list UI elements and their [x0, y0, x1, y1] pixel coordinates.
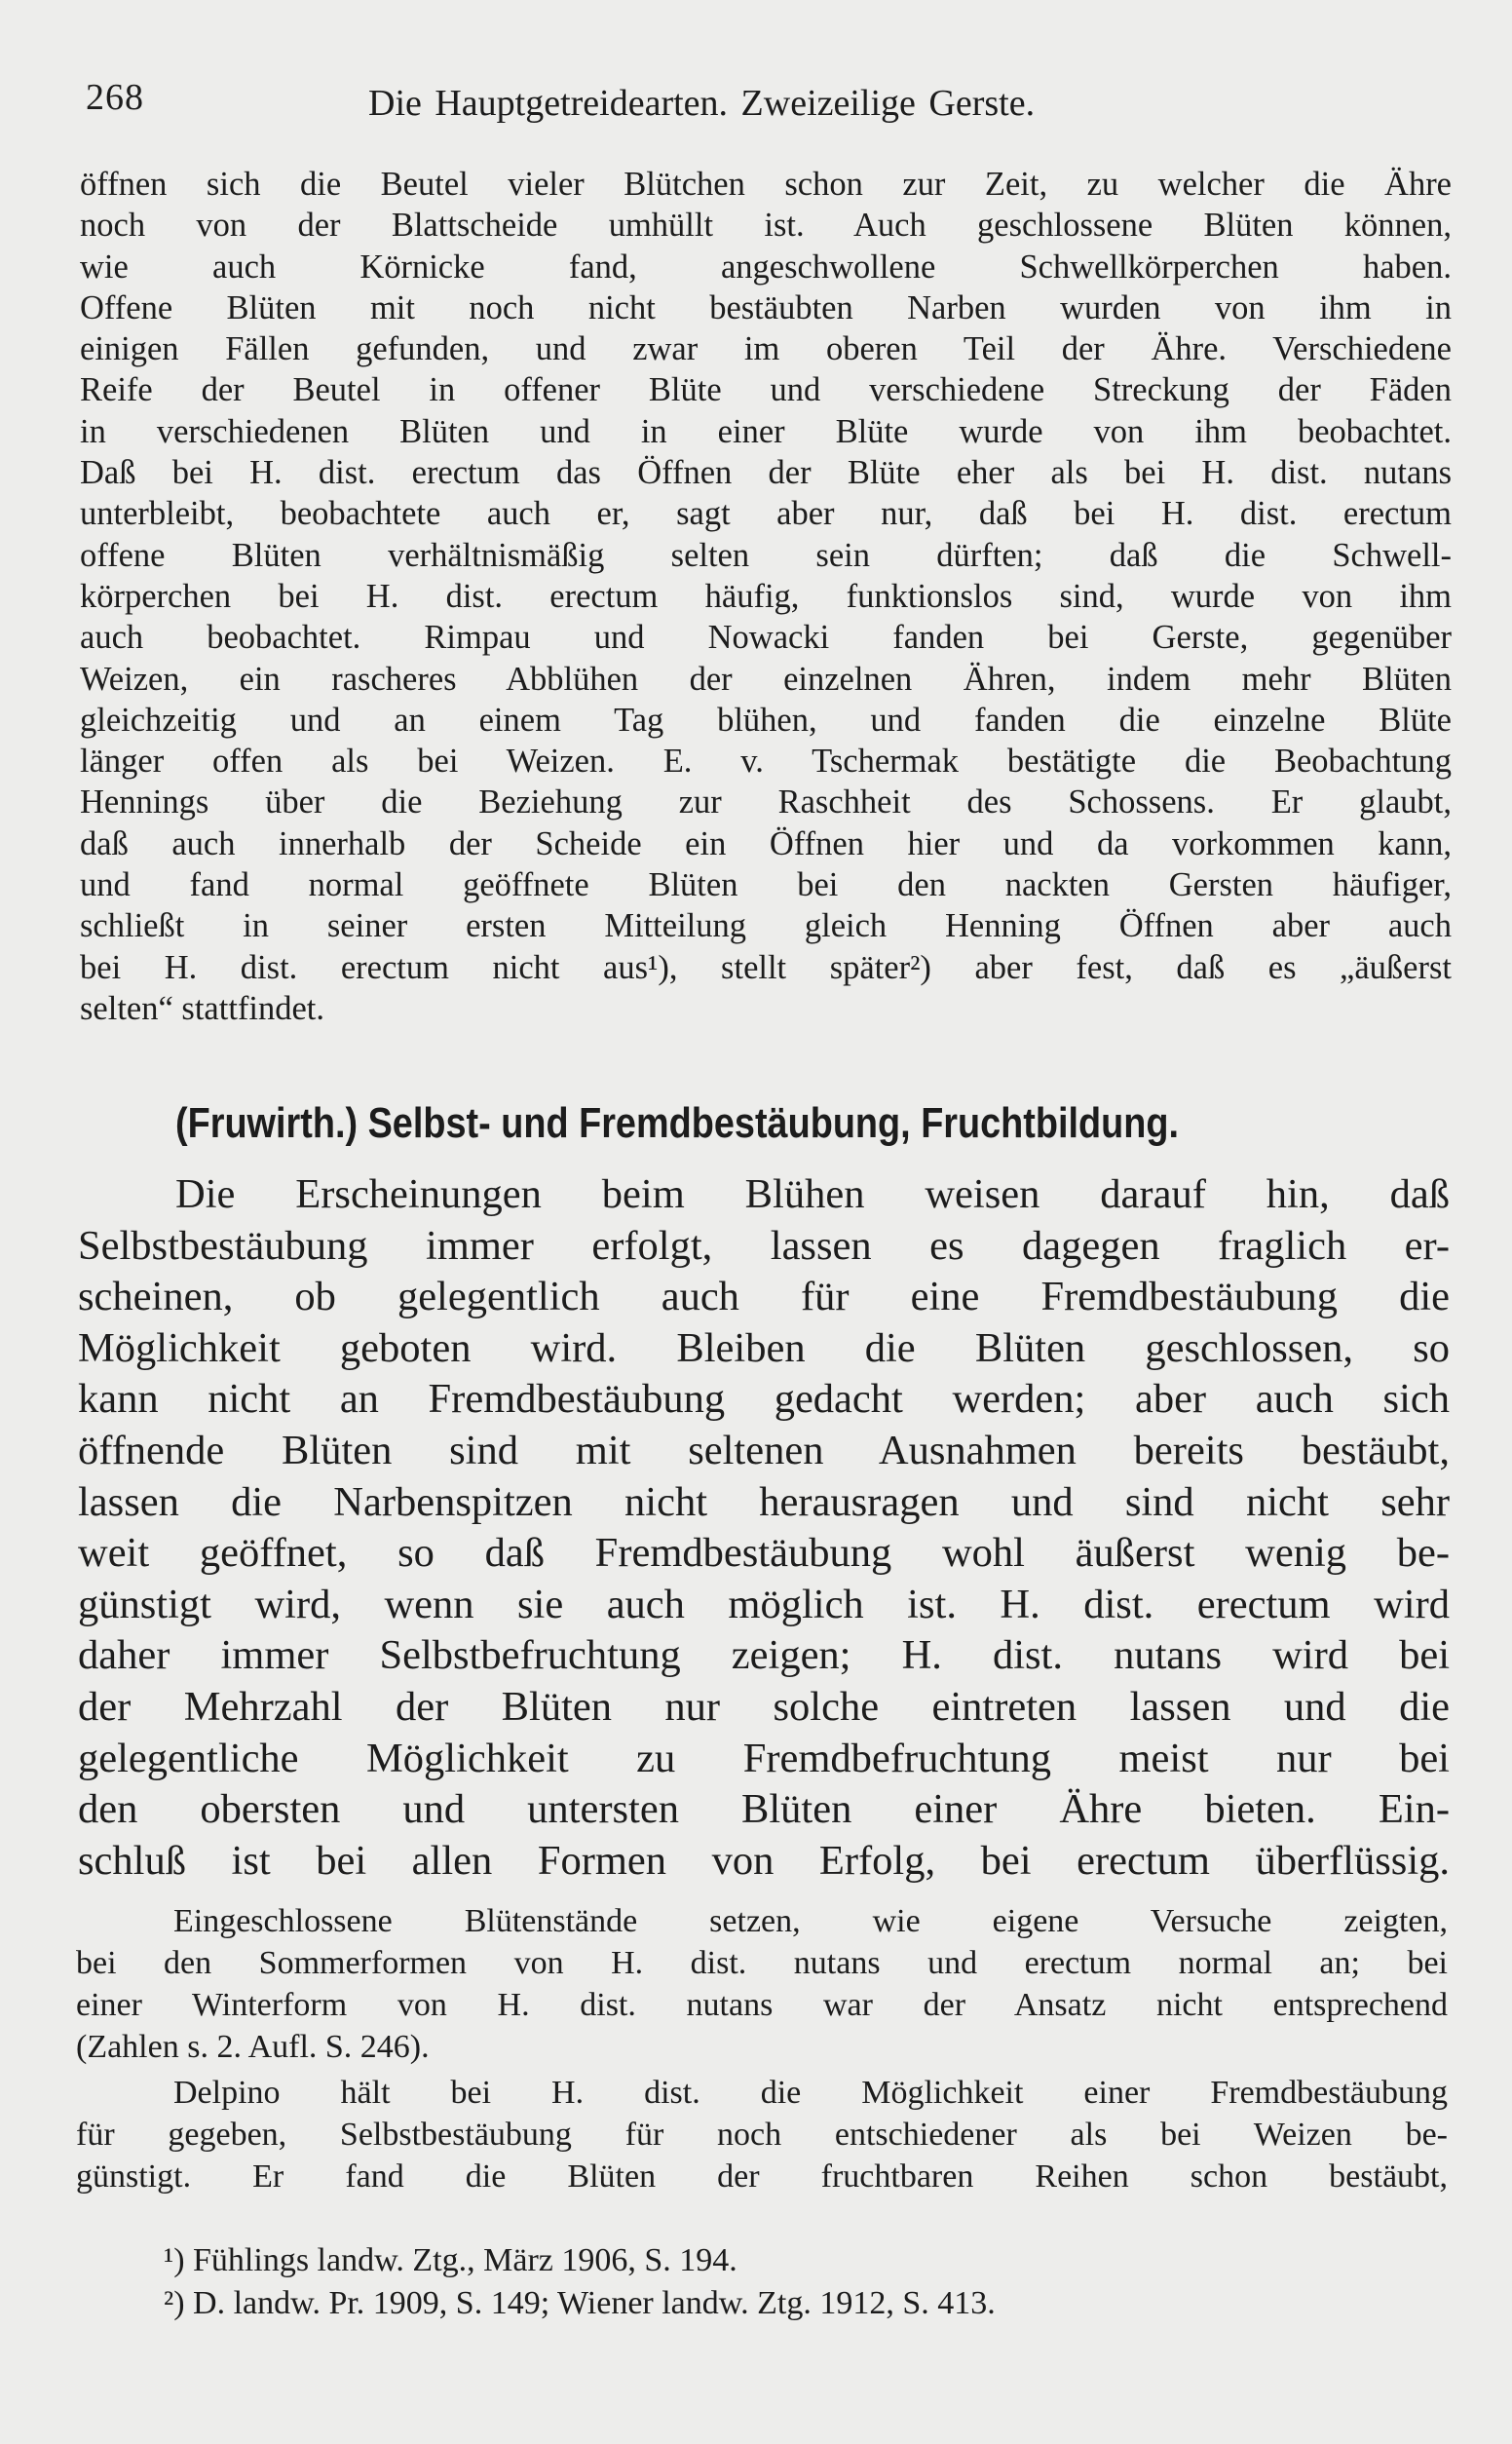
section-body [78, 1169, 1450, 1887]
paragraph-delpino [76, 2072, 1448, 2197]
text-line: den obersten und untersten Blüten einer Ähre bieten. Ein- [78, 1786, 1450, 1833]
text-line: lassen die Narbenspitzen nicht herausragen und sind nicht sehr [78, 1478, 1450, 1525]
text-line: körperchen bei H. dist. erectum häufig, funktionslos sind, wurde von ihm [80, 577, 1452, 615]
text-line: weit geöffnet, so daß Fremdbestäubung wohl äußerst wenig be- [78, 1530, 1450, 1577]
text-line: bei den Sommerformen von H. dist. nutans und erectum normal an; bei [76, 1945, 1448, 1981]
text-line: schließt in seiner ersten Mitteilung gleich Henning Öffnen aber auch [80, 907, 1452, 945]
text-line: offene Blüten verhältnismäßig selten sein dürften; daß die Schwell- [80, 536, 1452, 574]
text-line: daß auch innerhalb der Scheide ein Öffnen hier und da vorkommen kann, [80, 824, 1452, 862]
text-line: daher immer Selbstbefruchtung zeigen; H. dist. nutans wird bei [78, 1632, 1450, 1679]
text-line: kann nicht an Fremdbestäubung gedacht werden; aber auch sich [78, 1376, 1450, 1423]
text-line: Weizen, ein rascheres Abblühen der einzelnen Ähren, indem mehr Blüten [80, 660, 1452, 698]
text-line: bei H. dist. erectum nicht aus¹), stellt später²) aber fest, daß es „äußerst [80, 948, 1452, 986]
text-line: Die Erscheinungen beim Blühen weisen darauf hin, daß [175, 1171, 1450, 1217]
text-line: Delpino hält bei H. dist. die Möglichkeit einer Fremdbestäubung [173, 2075, 1448, 2111]
footnote-2: ²) D. landw. Pr. 1909, S. 149; Wiener landw. Ztg. 1912, S. 413. [164, 2285, 996, 2321]
text-line: auch beobachtet. Rimpau und Nowacki fanden bei Gerste, gegenüber [80, 619, 1452, 657]
text-line: noch von der Blattscheide umhüllt ist. Auch geschlossene Blüten können, [80, 207, 1452, 245]
footnote-1: ¹) Fühlings landw. Ztg., März 1906, S. 194. [164, 2242, 737, 2278]
text-line: einer Winterform von H. dist. nutans war der Ansatz nicht entsprechend [76, 1987, 1448, 2023]
text-line: Selbstbestäubung immer erfolgt, lassen es dagegen fraglich er- [78, 1222, 1450, 1269]
text-line: Reife der Beutel in offener Blüte und verschiedene Streckung der Fäden [80, 371, 1452, 409]
text-line: gelegentliche Möglichkeit zu Fremdbefruchtung meist nur bei [78, 1735, 1450, 1781]
text-line: länger offen als bei Weizen. E. v. Tschermak bestätigte die Beobachtung [80, 743, 1452, 781]
text-line: Möglichkeit geboten wird. Bleiben die Blüten geschlossen, so [78, 1324, 1450, 1371]
text-line: Offene Blüten mit noch nicht bestäubten Narben wurden von ihm in [80, 288, 1452, 326]
text-line: wie auch Körnicke fand, angeschwollene Schwellkörperchen haben. [80, 248, 1452, 286]
text-line: und fand normal geöffnete Blüten bei den nackten Gersten häufiger, [80, 866, 1452, 904]
page-number: 268 [86, 77, 144, 118]
text-line: gleichzeitig und an einem Tag blühen, und fanden die einzelne Blüte [80, 701, 1452, 739]
text-line: günstigt wird, wenn sie auch möglich ist. H. dist. erectum wird [78, 1581, 1450, 1627]
text-line: Hennings über die Beziehung zur Raschheit des Schossens. Er glaubt, [80, 783, 1452, 821]
footnotes [164, 2239, 1415, 2325]
text-line: öffnende Blüten sind mit seltenen Ausnahmen bereits bestäubt, [78, 1427, 1450, 1473]
text-line: schluß ist bei allen Formen von Erfolg, bei erectum überflüssig. [78, 1837, 1450, 1884]
section-heading: (Fruwirth.) Selbst- und Fremdbestäubung, Fruchtbildung. [175, 1099, 1180, 1147]
text-line: günstigt. Er fand die Blüten der fruchtbaren Reihen schon bestäubt, [76, 2158, 1448, 2195]
paragraph-enclosed-inflorescences [76, 1900, 1448, 2068]
text-line: selten“ stattfindet. [80, 989, 325, 1027]
text-line: Eingeschlossene Blütenstände setzen, wie eigene Versuche zeigten, [173, 1903, 1448, 1939]
text-line: einigen Fällen gefunden, und zwar im oberen Teil der Ähre. Verschiedene [80, 330, 1452, 368]
text-line: Daß bei H. dist. erectum das Öffnen der Blüte eher als bei H. dist. nutans [80, 454, 1452, 492]
running-title: Die Hauptgetreidearten. Zweizeilige Gerste. [368, 83, 1036, 124]
text-line: öffnen sich die Beutel vieler Blütchen schon zur Zeit, zu welcher die Ähre [80, 166, 1452, 203]
text-line: in verschiedenen Blüten und in einer Blüte wurde von ihm beobachtet. [80, 412, 1452, 450]
text-line: für gegeben, Selbstbestäubung für noch entschiedener als bei Weizen be- [76, 2117, 1448, 2153]
text-line: (Zahlen s. 2. Aufl. S. 246). [76, 2029, 430, 2065]
text-line: der Mehrzahl der Blüten nur solche eintreten lassen und die [78, 1683, 1450, 1730]
text-line: unterbleibt, beobachtete auch er, sagt aber nur, daß bei H. dist. erectum [80, 495, 1452, 533]
text-line: scheinen, ob gelegentlich auch für eine Fremdbestäubung die [78, 1274, 1450, 1320]
running-head [86, 76, 1436, 125]
top-paragraph [80, 164, 1452, 1029]
